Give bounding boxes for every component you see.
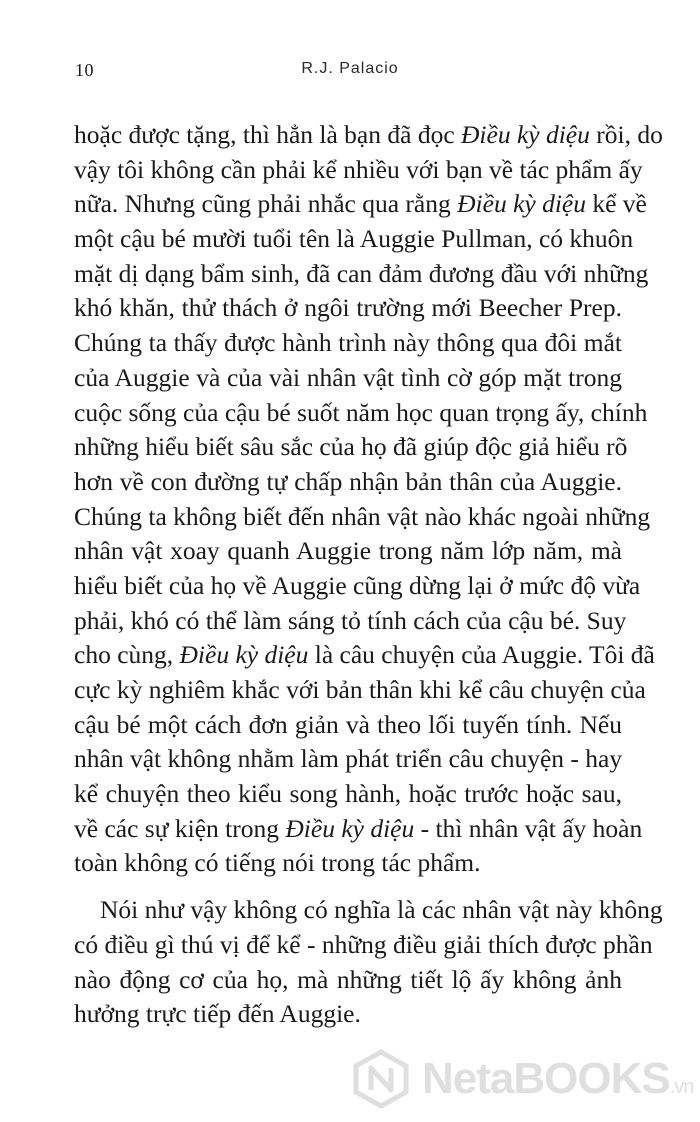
text-segment: mặt dị dạng bẩm sinh, đã can đảm đương đầu với những <box>74 258 649 288</box>
text-line <box>74 708 622 743</box>
text-line <box>74 777 622 812</box>
text-segment: toàn không có tiếng nói trong tác phẩm. <box>74 848 481 878</box>
text-line <box>74 326 622 361</box>
text-line <box>74 222 634 257</box>
netabooks-logo-icon <box>352 1050 410 1108</box>
text-line <box>74 604 627 639</box>
text-segment: Chúng ta không biết đến nhân vật nào khác ngoài những <box>74 501 651 531</box>
watermark-text: NetaBOOKS.vn <box>422 1054 694 1103</box>
book-title: Điều kỳ diệu <box>457 189 586 219</box>
paragraph-gap <box>74 881 622 893</box>
text-segment: nữa. Nhưng cũng phải nhắc qua rằng <box>74 189 458 219</box>
text-line <box>74 430 628 465</box>
text-segment: rồi, do <box>589 120 663 149</box>
text-line <box>74 963 622 998</box>
text-segment: phải, khó có thể làm sáng tỏ tính cách của cậu bé. Suy <box>74 605 627 635</box>
text-line <box>74 187 647 222</box>
text-segment: kể về <box>585 189 647 219</box>
text-line <box>74 846 622 881</box>
text-line <box>74 893 663 928</box>
text-line <box>74 534 622 569</box>
text-segment: hưởng trực tiếp đến Auggie. <box>74 999 361 1029</box>
watermark-suffix: .vn <box>669 1076 694 1098</box>
text-segment: khó khăn, thử thách ở ngôi trường mới Beecher Prep. <box>74 293 622 323</box>
text-segment: - thì nhân vật ấy hoàn <box>414 813 643 843</box>
text-segment: vậy tôi không cần phải kể nhiều với bạn về tác phẩm ấy <box>74 154 643 184</box>
text-line <box>74 500 651 535</box>
text-segment: cực kỳ nghiêm khắc với bản thân khi kể câu chuyện của <box>74 675 646 704</box>
watermark <box>352 1050 694 1110</box>
book-title: Điều kỳ diệu <box>285 813 415 843</box>
text-line <box>74 396 648 431</box>
text-line <box>74 118 663 153</box>
text-segment: cuộc sống của cậu bé suốt năm học quan trọng ấy, chính <box>74 397 648 427</box>
text-segment: của Auggie và của vài nhân vật tình cờ góp mặt trong <box>74 362 622 392</box>
text-line <box>74 928 653 963</box>
text-segment: có điều gì thú vị để kể - những điều giải thích được phần <box>74 929 653 959</box>
text-line <box>74 465 622 500</box>
text-segment: hoặc được tặng, thì hẳn là bạn đã đọc <box>74 120 462 149</box>
book-title: Điều kỳ diệu <box>179 640 309 670</box>
page-header <box>0 60 700 84</box>
paragraph <box>74 893 663 1032</box>
page-number: 10 <box>75 60 94 80</box>
book-title: Điều kỳ diệu <box>461 120 590 149</box>
text-segment: những hiểu biết sâu sắc của họ đã giúp độc giả hiểu rõ <box>74 432 628 462</box>
text-line <box>74 742 622 777</box>
text-line <box>74 153 643 188</box>
text-segment: Nói như vậy không có nghĩa là các nhân vật này không <box>100 895 663 925</box>
text-segment: hơn về con đường tự chấp nhận bản thân của Auggie. <box>74 466 622 496</box>
text-line <box>74 291 622 326</box>
text-segment: nào động cơ của họ, mà những tiết lộ ấy không ảnh <box>74 964 622 994</box>
text-segment: Chúng ta thấy được hành trình này thông qua đôi mắt <box>74 328 622 358</box>
text-segment: nhân vật xoay quanh Auggie trong năm lớp năm, mà <box>74 536 622 566</box>
paragraph <box>74 118 663 881</box>
body-text <box>74 118 663 1032</box>
text-line <box>74 997 622 1032</box>
text-segment: hiểu biết của họ về Auggie cũng dừng lại ở mức độ vừa <box>74 570 641 600</box>
text-segment: cho cùng, <box>74 640 180 670</box>
text-line <box>74 257 649 292</box>
text-line <box>74 638 655 673</box>
text-line <box>74 812 643 847</box>
text-segment: cậu bé một cách đơn giản và theo lối tuyến tính. Nếu <box>74 709 622 739</box>
text-segment: là câu chuyện của Auggie. Tôi đã <box>308 640 655 670</box>
running-head-author: R.J. Palacio <box>301 60 399 77</box>
text-line <box>74 673 646 708</box>
text-segment: kể chuyện theo kiểu song hành, hoặc trước hoặc sau, <box>74 779 622 809</box>
text-segment: một cậu bé mười tuổi tên là Auggie Pullman, có khuôn <box>74 224 634 254</box>
text-line <box>74 569 641 604</box>
text-segment: về các sự kiện trong <box>74 813 286 843</box>
text-line <box>74 361 622 396</box>
text-segment: nhân vật không nhằm làm phát triển câu chuyện - hay <box>74 744 623 774</box>
